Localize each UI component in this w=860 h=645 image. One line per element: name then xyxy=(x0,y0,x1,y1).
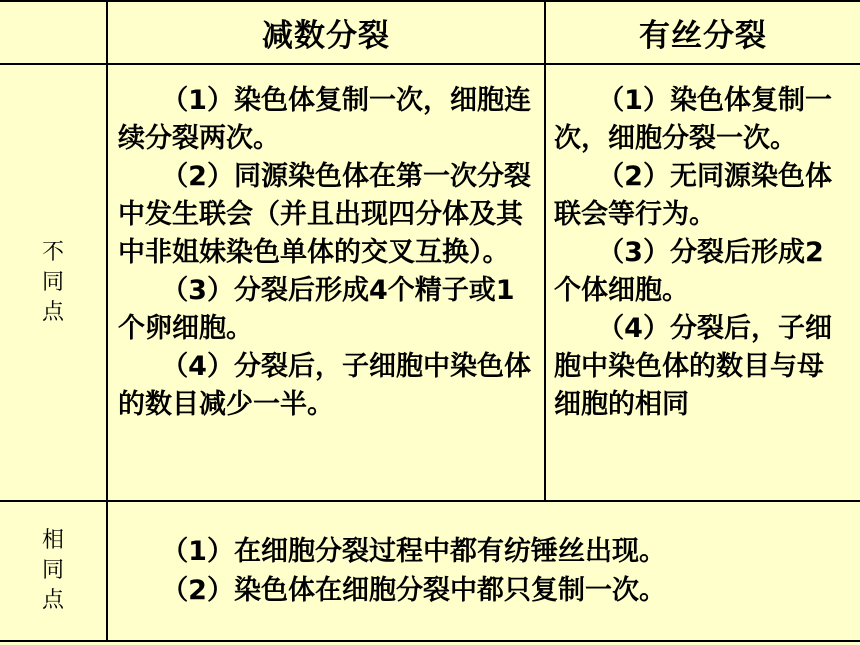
similarity-item: （2）染色体在细胞分裂中都只复制一次。 xyxy=(161,575,666,606)
differences-label-char-2: 同 xyxy=(41,269,64,295)
differences-label-char-3: 点 xyxy=(41,299,64,325)
mitosis-difference-item: （4）分裂后，子细胞中染色体的数目与母细胞的相同 xyxy=(554,313,832,420)
table-border-bottom xyxy=(0,640,860,642)
similarities xyxy=(118,532,838,610)
similarities-label xyxy=(0,502,106,640)
mitosis-difference-item: （1）染色体复制一次，细胞分裂一次。 xyxy=(554,85,832,154)
meiosis-header: 减数分裂 xyxy=(262,18,390,54)
table-column-divider xyxy=(544,0,546,502)
meiosis-difference-item: （1）染色体复制一次，细胞连续分裂两次。 xyxy=(118,85,531,154)
mitosis-header: 有丝分裂 xyxy=(639,18,767,54)
meiosis-difference-item: （3）分裂后形成4个精子或1个卵细胞。 xyxy=(118,275,515,344)
mitosis-difference-item: （3）分裂后形成2个体细胞。 xyxy=(554,237,824,306)
similarities-label-char-3: 点 xyxy=(41,588,64,613)
meiosis-differences xyxy=(118,82,534,424)
differences-label xyxy=(0,65,106,500)
similarity-item: （1）在细胞分裂过程中都有纺锤丝出现。 xyxy=(161,536,666,567)
similarities-label-char-1: 相 xyxy=(41,528,64,553)
similarities-label-char-2: 同 xyxy=(41,558,64,583)
meiosis-difference-item: （2）同源染色体在第一次分裂中发生联会（并且出现四分体及其中非姐妹染色单体的交叉互换）。 xyxy=(118,161,531,268)
differences-label-char-1: 不 xyxy=(41,239,64,265)
meiosis-difference-item: （4）分裂后，子细胞中染色体的数目减少一半。 xyxy=(118,351,531,420)
mitosis-differences xyxy=(554,82,840,424)
table-label-divider xyxy=(106,0,108,642)
table-header-divider xyxy=(0,63,860,65)
table-row-divider xyxy=(0,500,860,502)
mitosis-difference-item: （2）无同源染色体联会等行为。 xyxy=(554,161,832,230)
